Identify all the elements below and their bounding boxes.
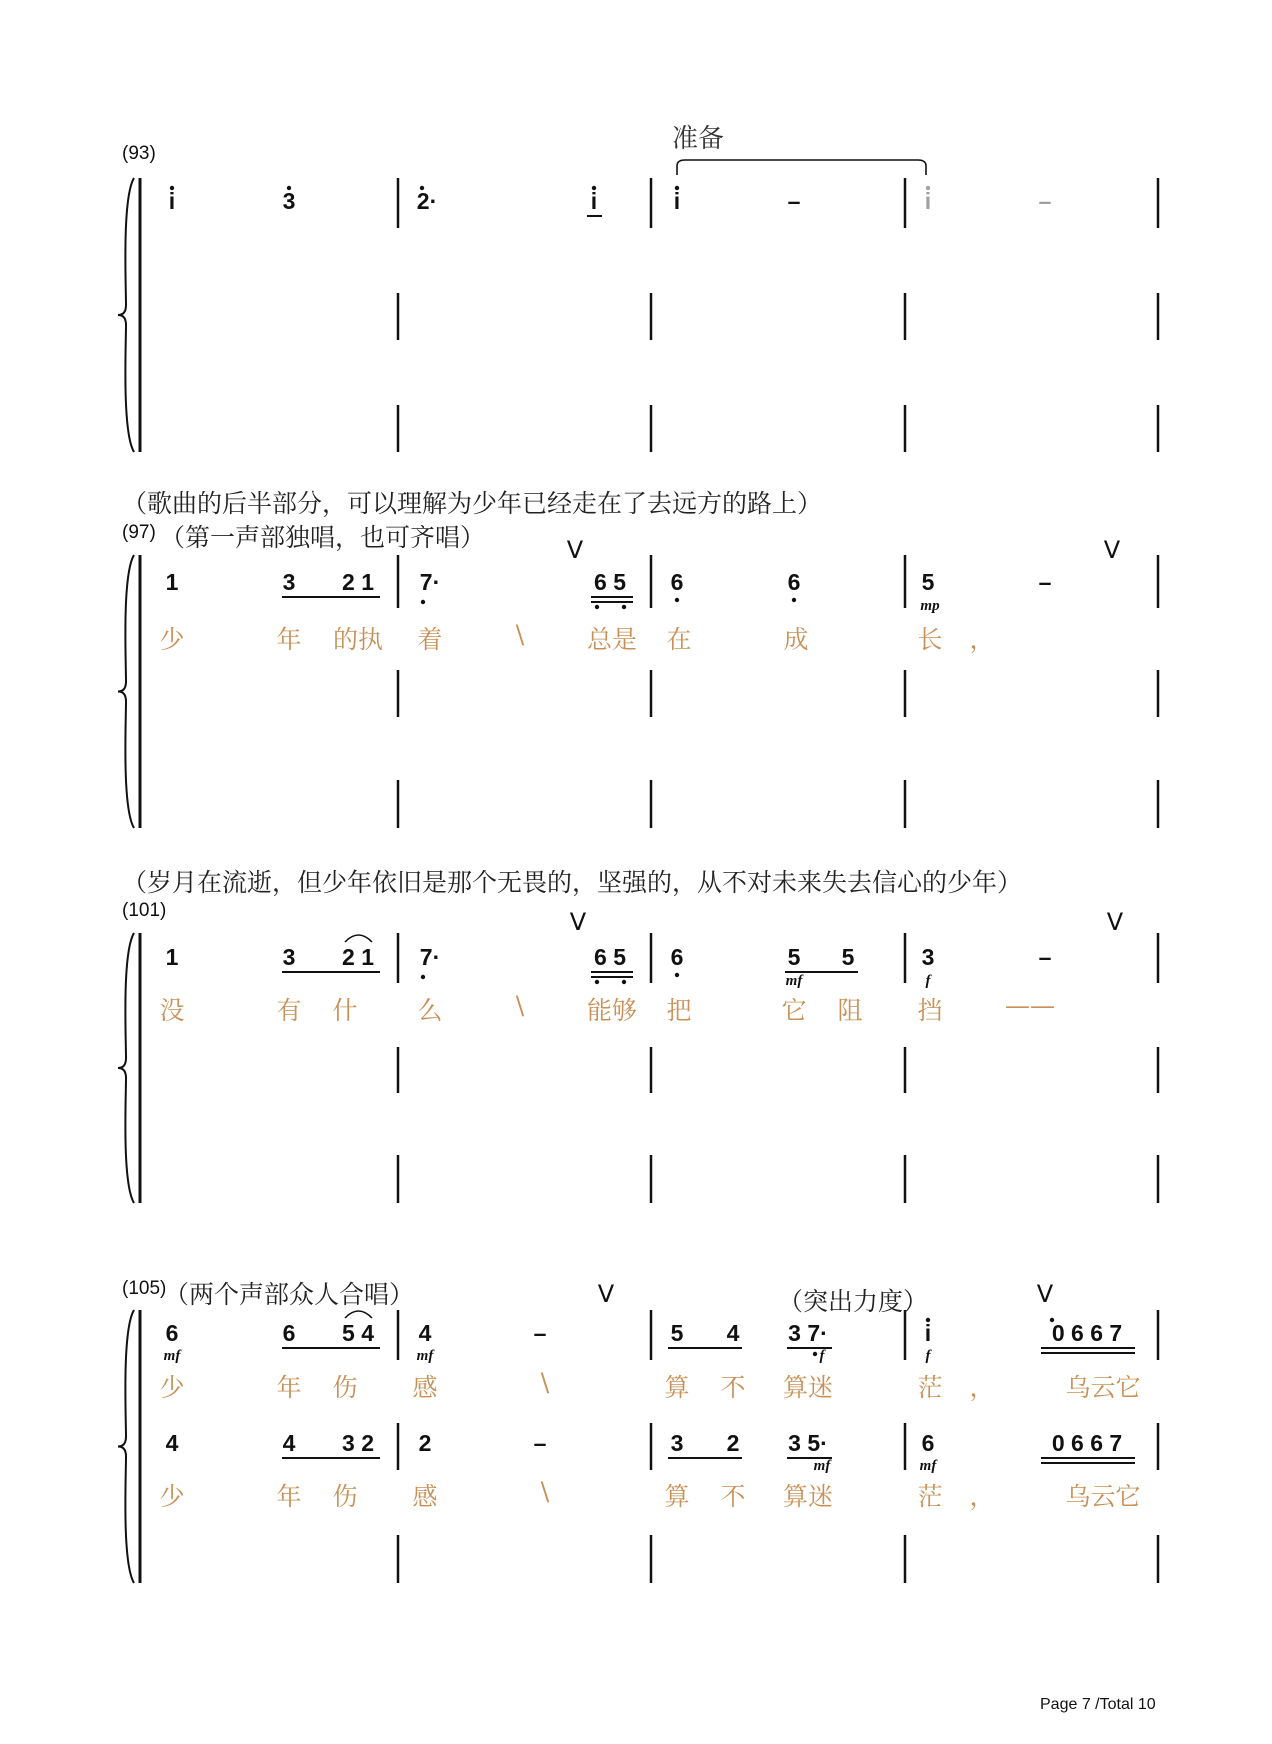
octave-dot [595,605,599,609]
lyric: 算迷 [782,1482,834,1511]
lyric: ， [969,1373,995,1402]
page-footer: Page 7 /Total 10 [1040,1696,1156,1713]
dynamic-mark: mf [163,1348,181,1364]
slur [345,935,372,942]
lyric: 茫 [917,1482,943,1511]
dash: – [1038,569,1052,595]
dynamic-mark: mf [919,1458,937,1474]
lyric: 没 [159,996,185,1025]
note: 4 [282,1430,296,1456]
system-brace [118,178,134,452]
measure-number: (93) [122,143,156,164]
note: 5 [841,944,855,970]
dash: – [787,188,801,214]
octave-dot [421,600,425,604]
slur [345,1311,372,1318]
lyric: \ [540,1368,550,1397]
note: 4 [726,1320,740,1346]
lyric: 它 [781,996,807,1025]
note: 3 [670,1430,684,1456]
note: 3 2 [342,1430,374,1456]
dynamic-mark: mp [920,598,940,614]
octave-dot [595,980,599,984]
lyric: 着 [417,625,443,654]
octave-dot [792,598,796,602]
note: 5 [921,569,935,595]
breath-mark: V [569,908,587,936]
note: 6 [921,1430,935,1456]
lyric: 能够 [586,996,638,1025]
note: 7· [419,569,441,595]
note: 5 [670,1320,684,1346]
note: 5 [787,944,801,970]
note: 2 [726,1430,740,1456]
lyric: 有 [276,996,302,1025]
note: 3 [282,569,296,595]
lyric: 茫 [917,1373,943,1402]
note: 1 [165,944,179,970]
note: 3 7· [788,1320,828,1346]
dash: – [1038,188,1052,214]
measure-number: (97) [122,522,156,543]
measure-number: (101) [122,900,167,921]
lyric: 把 [666,996,692,1025]
note: 3 5· [788,1430,828,1456]
note: i [168,188,176,214]
lyric: 总是 [586,625,638,654]
lyric: 感 [412,1482,438,1511]
breath-mark: V [597,1280,615,1308]
lyric: 年 [276,1373,302,1402]
lyric: 么 [417,996,443,1025]
octave-dot [421,975,425,979]
octave-dot [622,980,626,984]
lyric: 年 [276,1482,302,1511]
note: 2 1 [342,944,374,970]
system-brace [118,555,134,828]
note: 2 [418,1430,432,1456]
lyric: ， [969,1482,995,1511]
lyric: 在 [666,625,692,654]
note: 1 [165,569,179,595]
tempo-hint: （突出力度） [778,1287,929,1316]
dynamic-mark: f [925,1348,931,1364]
dynamic-mark: mf [813,1458,831,1474]
dash: – [533,1320,547,1346]
lyric: \ [540,1477,550,1506]
note: 5 4 [342,1320,374,1346]
note: 0 6 6 7 [1051,1430,1123,1456]
measure-number: (105) [122,1278,167,1299]
octave-dot [675,598,679,602]
breath-mark: V [1036,1280,1054,1308]
dynamic-mark: f [819,1348,825,1364]
section-caption: （第一声部独唱，也可齐唱） [160,523,486,552]
note: 6 [670,944,684,970]
lyric: 少 [159,1482,185,1511]
lyric: 长 [917,625,943,654]
octave-dot [622,605,626,609]
breath-mark: V [566,536,584,564]
note: i [590,188,598,214]
lyric: 不 [720,1373,746,1402]
note: 3 [921,944,935,970]
note: 6 [787,569,801,595]
note: 2 1 [342,569,374,595]
dash: – [1038,944,1052,970]
section-caption: （岁月在流逝，但少年依旧是那个无畏的，坚强的，从不对未来失去信心的少年） [122,868,1023,897]
lyric: 挡 [917,996,943,1025]
lyric: \ [515,620,525,649]
lyric: 不 [720,1482,746,1511]
lyric: 算迷 [782,1373,834,1402]
lyric: 算 [664,1373,690,1402]
lyric: 年 [276,625,302,654]
lyric: 什 [332,996,358,1025]
note: 4 [165,1430,179,1456]
note: 6 [282,1320,296,1346]
note: 6 5 [594,944,626,970]
note: 6 [670,569,684,595]
section-caption: （两个声部众人合唱） [164,1280,415,1309]
dynamic-mark: f [925,973,931,989]
lyric: \ [515,991,525,1020]
prep-bracket [677,160,926,175]
lyric: 乌云它 [1065,1482,1141,1511]
dynamic-mark: mf [785,973,803,989]
note: i [673,188,681,214]
lyric: 伤 [332,1373,358,1402]
dynamic-mark: mf [416,1348,434,1364]
octave-dot [675,973,679,977]
lyric: —— [1005,991,1055,1020]
lyric: ， [969,625,995,654]
lyric: 感 [412,1373,438,1402]
section-caption: （歌曲的后半部分，可以理解为少年已经走在了去远方的路上） [122,489,823,518]
lyric: 的执 [332,625,384,654]
prep-label: 准备 [672,124,725,154]
dash: – [533,1430,547,1456]
note: 3 [282,944,296,970]
octave-dot [813,1352,817,1356]
lyric: 少 [159,1373,185,1402]
lyric: 少 [159,625,185,654]
lyric: 伤 [332,1482,358,1511]
breath-mark: V [1106,908,1124,936]
note: i [924,188,932,214]
lyric: 成 [783,625,809,654]
note: 6 [165,1320,179,1346]
note: 6 5 [594,569,626,595]
lyric: 乌云它 [1065,1373,1141,1402]
system-brace [118,1310,134,1583]
note: 4 [418,1320,432,1346]
note: 7· [419,944,441,970]
lyric: 阻 [837,996,863,1025]
system-brace [118,933,134,1203]
breath-mark: V [1103,536,1121,564]
lyric: 算 [664,1482,690,1511]
note: 3 [282,188,296,214]
note: i [924,1320,932,1346]
note: 2· [416,188,438,214]
note: 0 6 6 7 [1051,1320,1123,1346]
